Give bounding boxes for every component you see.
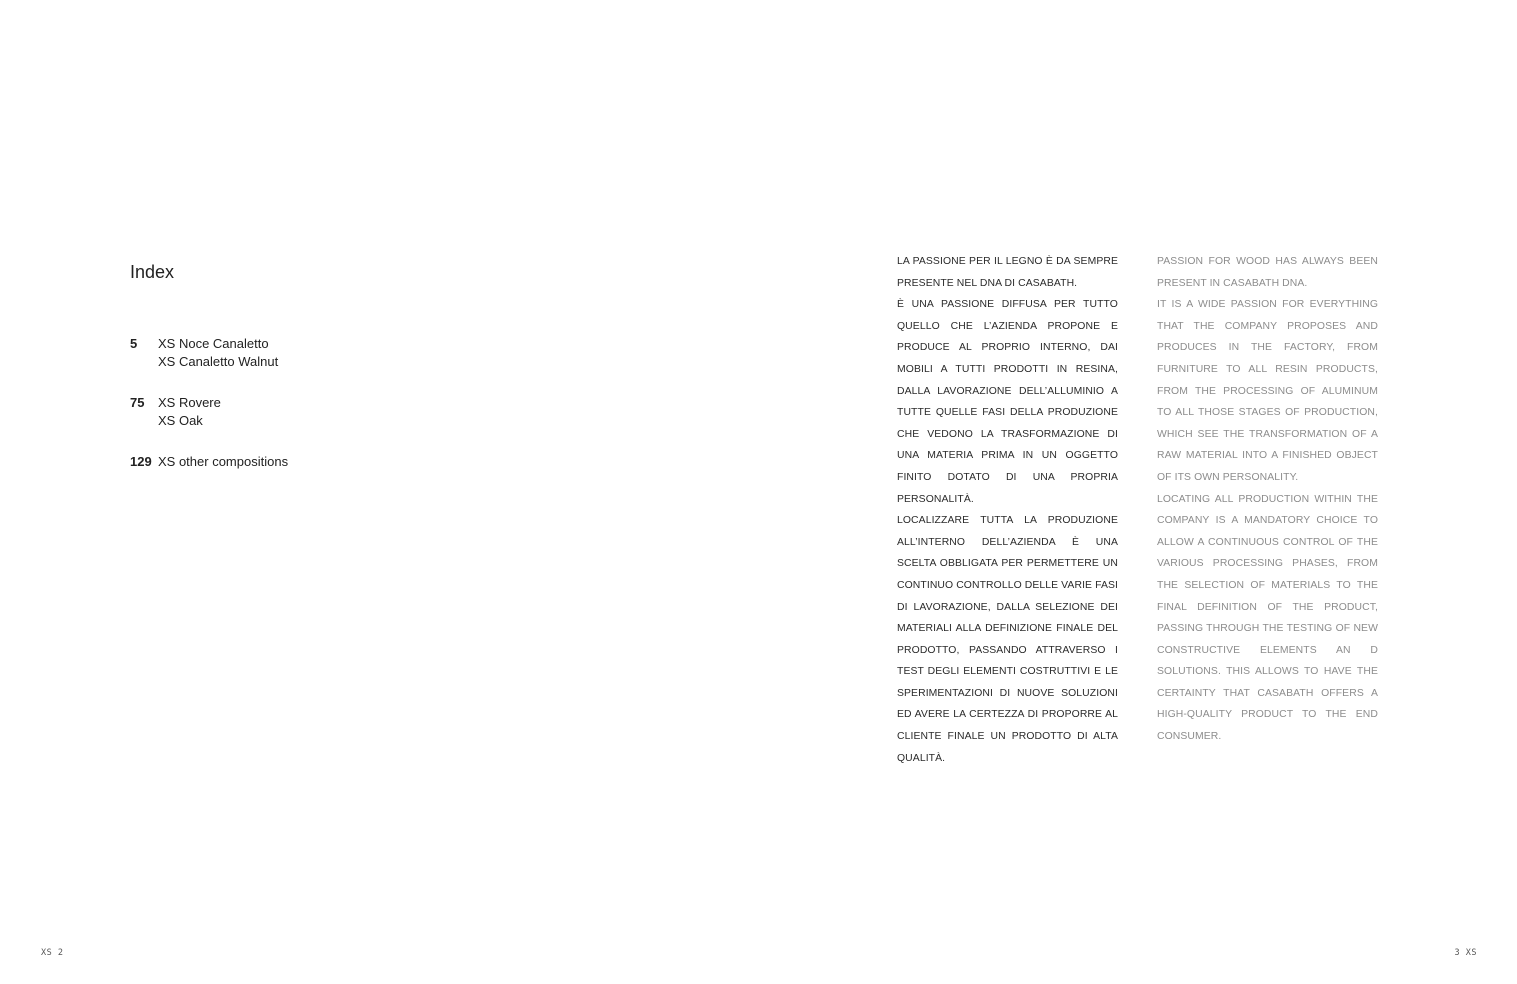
italian-paragraph: È UNA PASSIONE DIFFUSA PER TUTTO QUELLO CHE L’AZIENDA PROPONE E PRODUCE AL PROPRIO INTERNO, DAI MOBILI A TUTTI PRODOTTI IN RESINA, DALLA LAVORAZIONE DELL’ALLUMINIO A TUTTE QUELLE FASI DELLA PRODUZIONE CHE VEDONO LA TRASFORMAZIONE DI UNA MATERIA PRIMA IN UN OGGETTO FINITO DOTATO DI UNA PROPRIA PERSONALITÀ.	[897, 299, 1118, 505]
english-paragraph: LOCATING ALL PRODUCTION WITHIN THE COMPANY IS A MANDATORY CHOICE TO ALLOW A CONTINUOUS CONTROL OF THE VARIOUS PROCESSING PHASES, FROM THE SELECTION OF MATERIALS TO THE FINAL DEFINITION OF THE PRODUCT, PASSING THROUGH THE TESTING OF NEW CONSTRUCTIVE ELEMENTS AN D SOLUTIONS. THIS ALLOWS TO HAVE THE CERTAINTY THAT CASABATH OFFERS A HIGH-QUALITY PRODUCT TO THE END CONSUMER.	[1157, 493, 1378, 743]
index-entry-name: XS Canaletto Walnut	[158, 354, 279, 369]
index-entry-names	[158, 335, 278, 371]
index-entry-name: XS other compositions	[158, 454, 289, 469]
italian-text-column	[897, 251, 1118, 769]
index-entry	[130, 453, 390, 471]
index-entry-names	[158, 453, 288, 471]
index-entry	[130, 335, 390, 371]
folio-left: XS 2	[41, 948, 64, 958]
index-entry-name: XS Rovere	[158, 395, 221, 410]
index-entry-names	[158, 394, 221, 430]
index-entry-name: XS Oak	[158, 413, 203, 428]
index-entry-name: XS Noce Canaletto	[158, 336, 269, 351]
english-paragraph: PASSION FOR WOOD HAS ALWAYS BEEN PRESENT IN CASABATH DNA.	[1157, 256, 1378, 289]
index-page-number: 129	[130, 454, 152, 469]
italian-paragraph: LA PASSIONE PER IL LEGNO È DA SEMPRE PRESENTE NEL DNA DI CASABATH.	[897, 256, 1118, 289]
index-entry	[130, 394, 390, 430]
index-page-number: 75	[130, 395, 145, 410]
index-title: Index	[130, 262, 175, 282]
english-paragraph: IT IS A WIDE PASSION FOR EVERYTHING THAT THE COMPANY PROPOSES AND PRODUCES IN THE FACTORY, FROM FURNITURE TO ALL RESIN PRODUCTS, FROM THE PROCESSING OF ALUMINUM TO ALL THOSE STAGES OF PRODUCTION, WHICH SEE THE TRANSFORMATION OF A RAW MATERIAL INTO A FINISHED OBJECT OF ITS OWN PERSONALITY.	[1157, 299, 1378, 483]
italian-paragraph: LOCALIZZARE TUTTA LA PRODUZIONE ALL’INTERNO DELL’AZIENDA È UNA SCELTA OBBLIGATA PER PERMETTERE UN CONTINUO CONTROLLO DELLE VARIE FASI DI LAVORAZIONE, DALLA SELEZIONE DEI MATERIALI ALLA DEFINIZIONE FINALE DEL PRODOTTO, PASSANDO ATTRAVERSO I TEST DEGLI ELEMENTI COSTRUTTIVI E LE SPERIMENTAZIONI DI NUOVE SOLUZIONI ED AVERE LA CERTEZZA DI PROPORRE AL CLIENTE FINALE UN PRODOTTO DI ALTA QUALITÀ.	[897, 515, 1118, 764]
english-text-column	[1157, 251, 1378, 748]
folio-right: 3 XS	[1454, 948, 1477, 958]
index-list	[130, 335, 390, 494]
index-page-number: 5	[130, 336, 138, 351]
